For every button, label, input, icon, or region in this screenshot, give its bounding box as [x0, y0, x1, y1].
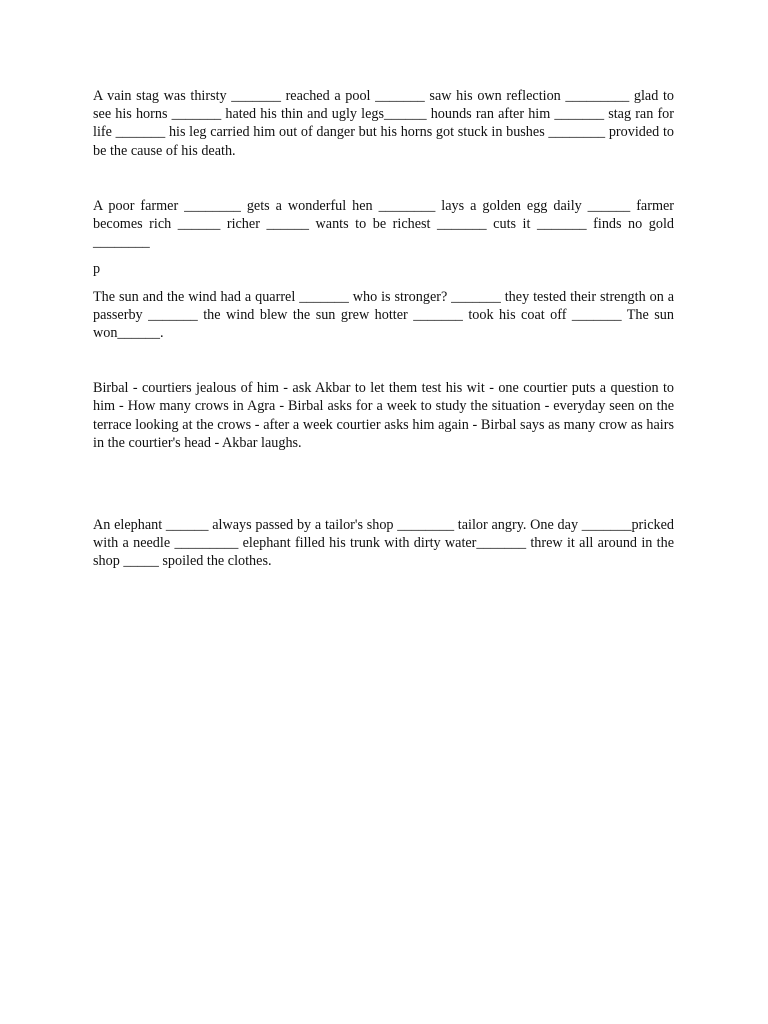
paragraph-stag-story: A vain stag was thirsty _______ reached a pool _______ saw his own reflection _________ glad to see his horns _______ hated his thin and ugly legs______ hounds ran after him _______ stag ran for life _______ his leg carried him out of danger but his horns got stuck in bushes ________ provided to be the cause of his death.	[93, 88, 674, 159]
paragraph-farmer-story: A poor farmer ________ gets a wonderful hen ________ lays a golden egg daily ______ farmer becomes rich ______ richer ______ wants to be richest _______ cuts it _______ finds no gold ________	[93, 197, 674, 251]
paragraph-sun-wind-story: The sun and the wind had a quarrel _______ who is stronger? _______ they tested their strength on a passerby _______ the wind blew the sun grew hotter _______ took his coat off _______ The sun won______.	[93, 288, 674, 342]
paragraph-birbal-story: Birbal - courtiers jealous of him - ask Akbar to let them test his wit - one courtier puts a question to him - How many crows in Agra - Birbal asks for a week to study the situation - everyday seen on the terrace looking at the crows - after a week courtier asks him again - Birbal says as many crow as hairs in the courtier's head - Akbar laughs.	[93, 380, 674, 451]
paragraph-elephant-story: An elephant ______ always passed by a tailor's shop ________ tailor angry. One day _______pricked with a needle _________ elephant filled his trunk with dirty water_______ threw it all around in the shop _____ spoiled the clothes.	[93, 517, 674, 570]
document-page	[93, 87, 674, 571]
paragraph-stray-letter: p	[93, 261, 101, 278]
